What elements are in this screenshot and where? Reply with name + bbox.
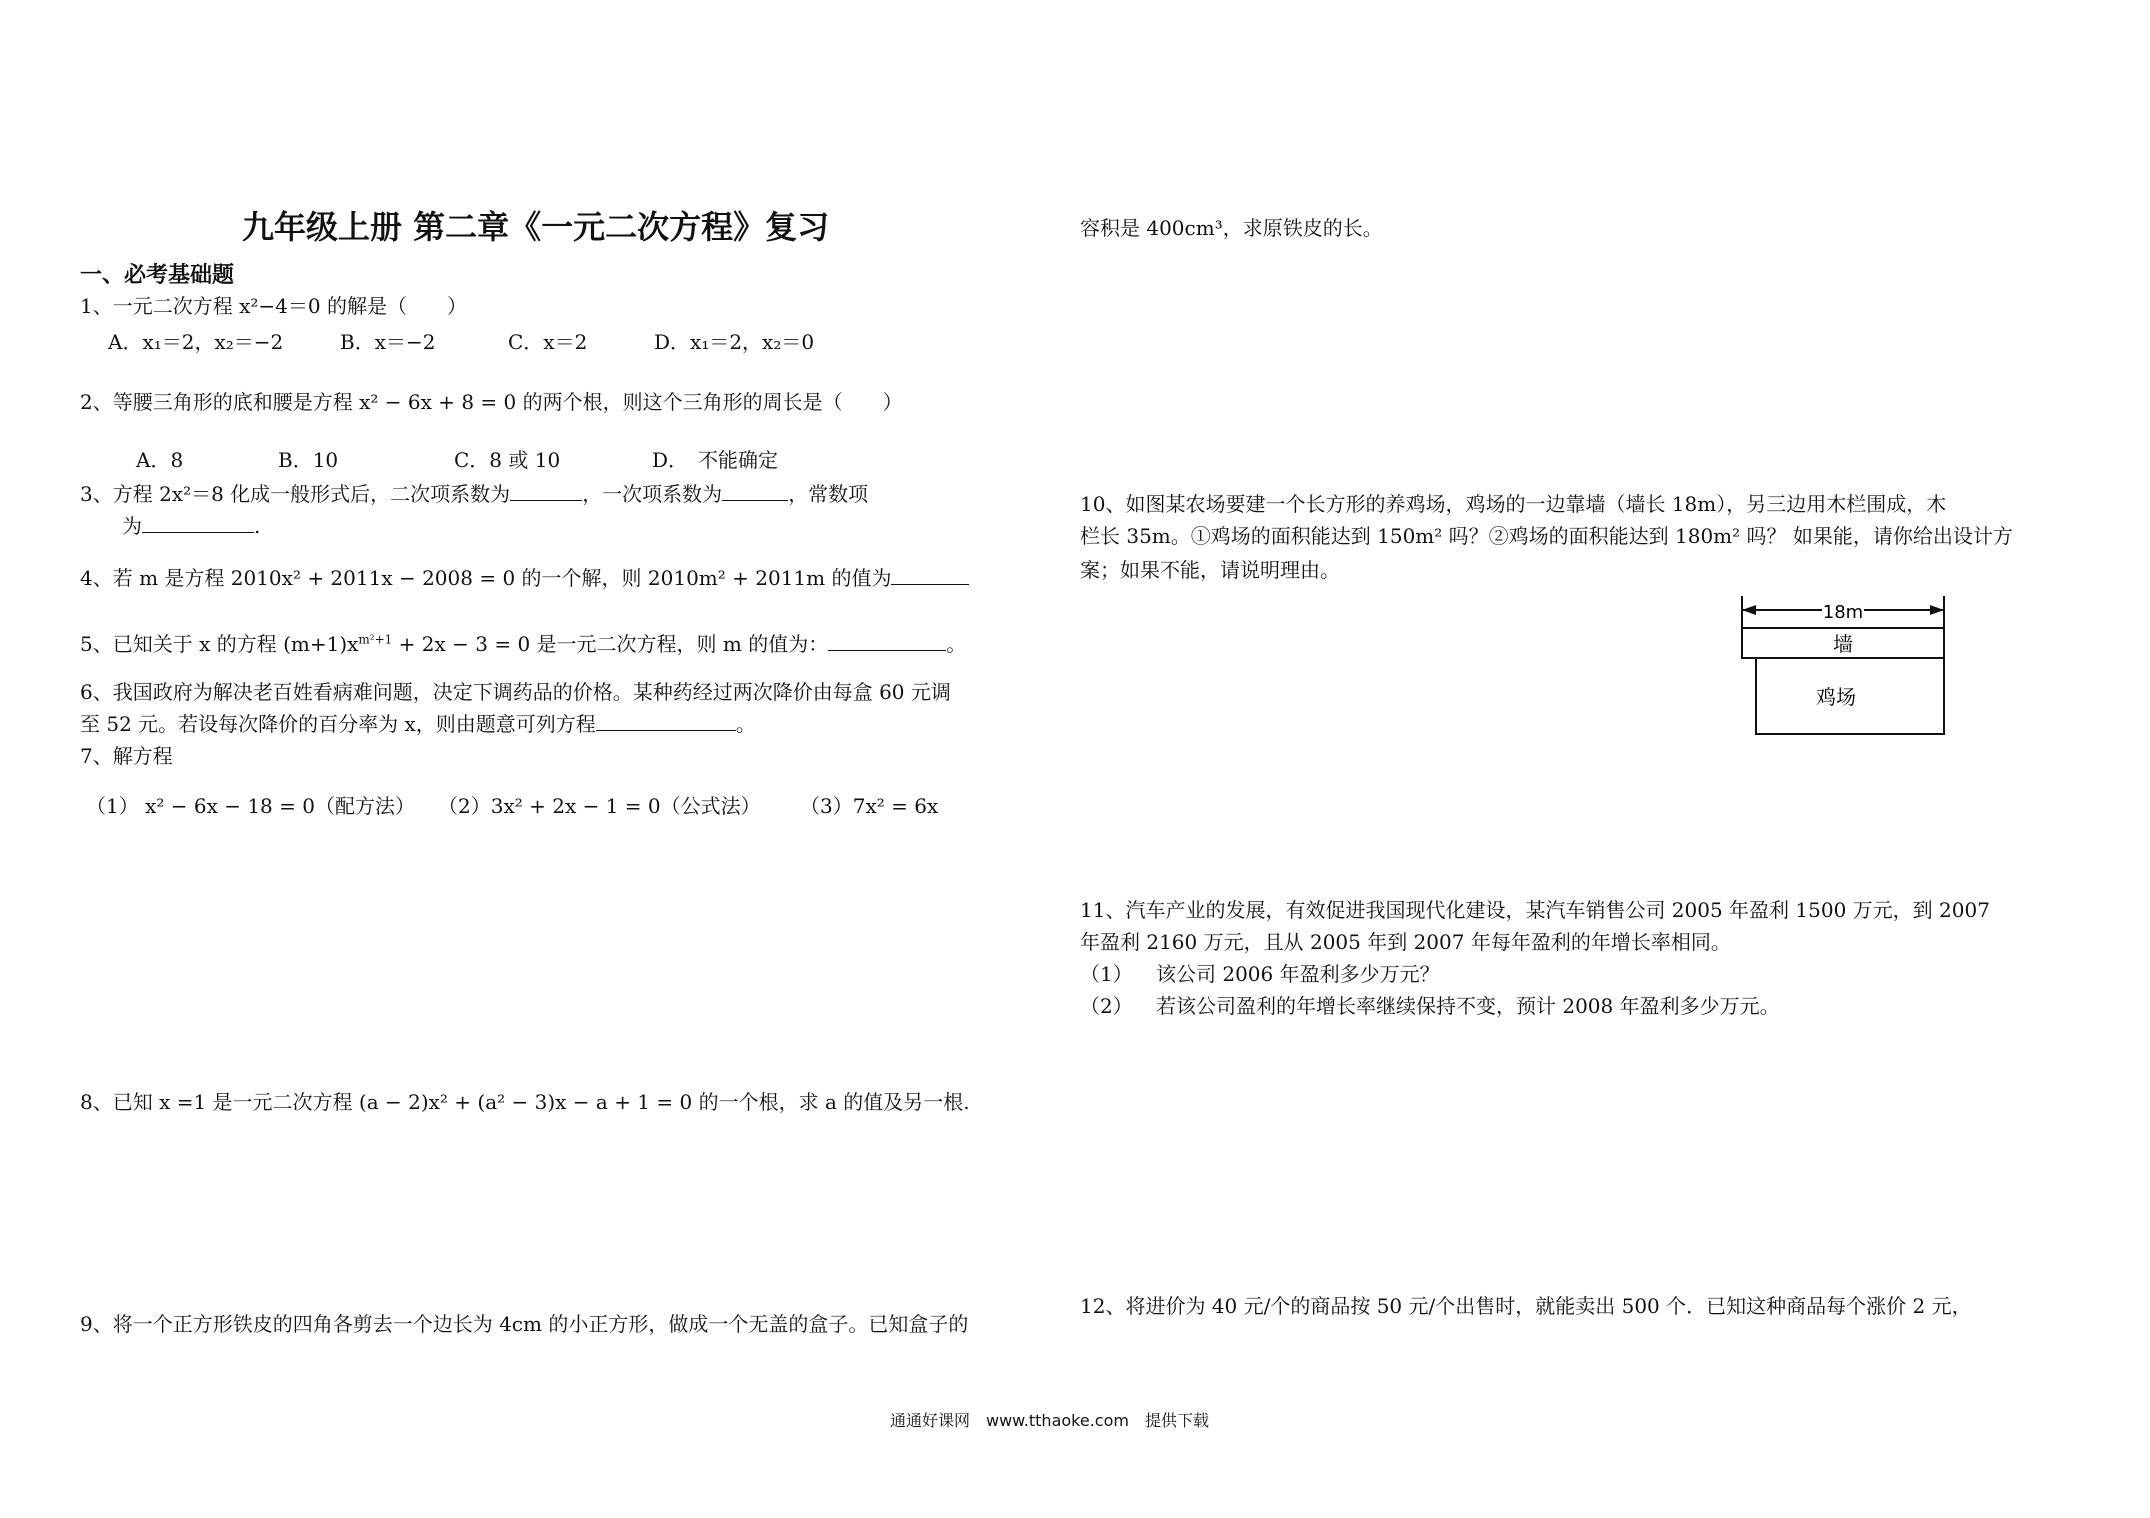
question-4-line: [80, 562, 969, 591]
question-1-option-c: C．x＝2: [508, 330, 588, 354]
question-6-text-b: 。: [735, 712, 756, 736]
question-6-line-2: [80, 708, 756, 737]
question-3-line-2: [122, 510, 260, 539]
question-11-line-2: 年盈利 2160 万元，且从 2005 年到 2007 年每年盈利的年增长率相同。: [1080, 930, 1731, 954]
wall-label: 墙: [1833, 632, 1853, 656]
dimension-label: 18m: [1822, 602, 1864, 623]
question-3-text-b: ，一次项系数为: [582, 482, 723, 506]
question-11-sub-2: 若该公司盈利的年增长率继续保持不变，预计 2008 年盈利多少万元。: [1156, 994, 1780, 1018]
question-12-line-1: 12、将进价为 40 元/个的商品按 50 元/个出售时，就能卖出 500 个．已知这种商品每个涨价 2 元，: [1080, 1294, 1972, 1318]
question-2-option-b: B．10: [278, 448, 339, 472]
farm-label: 鸡场: [1816, 685, 1856, 709]
question-11-sub-1-number: （1）: [1080, 962, 1133, 986]
answer-blank[interactable]: [596, 730, 736, 731]
answer-blank[interactable]: [891, 584, 969, 585]
question-3-text-d: 为: [122, 514, 142, 538]
question-5-text-c: 。: [946, 632, 967, 656]
question-5-text-b: + 2x − 3 = 0 是一元二次方程，则 m 的值为：: [392, 632, 829, 656]
chicken-farm-diagram: [1730, 592, 1956, 748]
section-heading: 一、必考基础题: [80, 263, 235, 288]
question-7-stem: 7、解方程: [80, 744, 173, 768]
answer-blank[interactable]: [510, 500, 582, 501]
question-2-option-d: D． 不能确定: [652, 448, 779, 472]
question-7-part-2: （2）3x² + 2x − 1 = 0（公式法）: [438, 794, 761, 818]
question-1-option-d: D．x₁＝2，x₂＝0: [654, 330, 815, 354]
dimension-arrow-left: [1742, 605, 1756, 615]
question-2-option-c: C．8 或 10: [454, 448, 561, 472]
question-2-stem: 2、等腰三角形的底和腰是方程 x² − 6x + 8 = 0 的两个根，则这个三角形的周长是（ ）: [80, 390, 903, 414]
question-4-text: 4、若 m 是方程 2010x² + 2011x − 2008 = 0 的一个解，则 2010m² + 2011m 的值为: [80, 566, 892, 590]
dimension-arrow-right: [1930, 605, 1944, 615]
question-10-line-3: 案；如果不能，请说明理由。: [1080, 558, 1340, 582]
page-footer: 通通好课网 www.tthaoke.com 提供下载: [890, 1411, 1209, 1430]
question-3-text-a: 3、方程 2x²＝8 化成一般形式后，二次项系数为: [80, 482, 511, 506]
question-11-sub-1: 该公司 2006 年盈利多少万元？: [1156, 962, 1440, 986]
question-10-line-2: 栏长 35m。①鸡场的面积能达到 150m² 吗？②鸡场的面积能达到 180m² 吗？ 如果能，请你给出设计方: [1080, 524, 2013, 548]
question-9-line-1: 9、将一个正方形铁皮的四角各剪去一个边长为 4cm 的小正方形，做成一个无盖的盒子。已知盒子的: [80, 1312, 969, 1336]
question-2-option-a: A．8: [136, 448, 184, 472]
question-1-stem: 1、一元二次方程 x²−4＝0 的解是（ ）: [80, 294, 467, 318]
question-11-sub-2-number: （2）: [1080, 994, 1133, 1018]
question-3-text-c: ，常数项: [788, 482, 869, 506]
question-6-line-1: 6、我国政府为解决老百姓看病难问题，决定下调药品的价格。某种药经过两次降价由每盒 60 元调: [80, 680, 951, 704]
question-1-option-a: A．x₁＝2，x₂＝−2: [108, 330, 284, 354]
question-3-text-e: .: [254, 514, 261, 538]
answer-blank[interactable]: [828, 650, 946, 651]
answer-blank[interactable]: [722, 500, 788, 501]
question-7-part-3: （3）7x² = 6x: [800, 794, 939, 818]
question-8-text: 8、已知 x =1 是一元二次方程 (a − 2)x² + (a² − 3)x − a + 1 = 0 的一个根，求 a 的值及另一根.: [80, 1090, 970, 1114]
question-5-exponent: m²+1: [358, 632, 393, 647]
question-1-option-b: B．x＝−2: [340, 330, 436, 354]
question-11-line-1: 11、汽车产业的发展，有效促进我国现代化建设，某汽车销售公司 2005 年盈利 1500 万元，到 2007: [1080, 898, 1990, 922]
question-5-line: [80, 628, 966, 657]
question-6-text-a: 至 52 元。若设每次降价的百分率为 x，则由题意可列方程: [80, 712, 596, 736]
page-title: 九年级上册 第二章《一元二次方程》复习: [242, 208, 830, 246]
question-9-line-2: 容积是 400cm³，求原铁皮的长。: [1080, 216, 1383, 240]
question-7-part-1: （1） x² − 6x − 18 = 0（配方法）: [86, 794, 415, 818]
question-5-text-a: 5、已知关于 x 的方程 (m+1)x: [80, 632, 359, 656]
answer-blank[interactable]: [142, 532, 254, 533]
question-10-line-1: 10、如图某农场要建一个长方形的养鸡场，鸡场的一边靠墙（墙长 18m），另三边用木栏围成，木: [1080, 492, 1947, 516]
question-3-line-1: [80, 478, 868, 507]
